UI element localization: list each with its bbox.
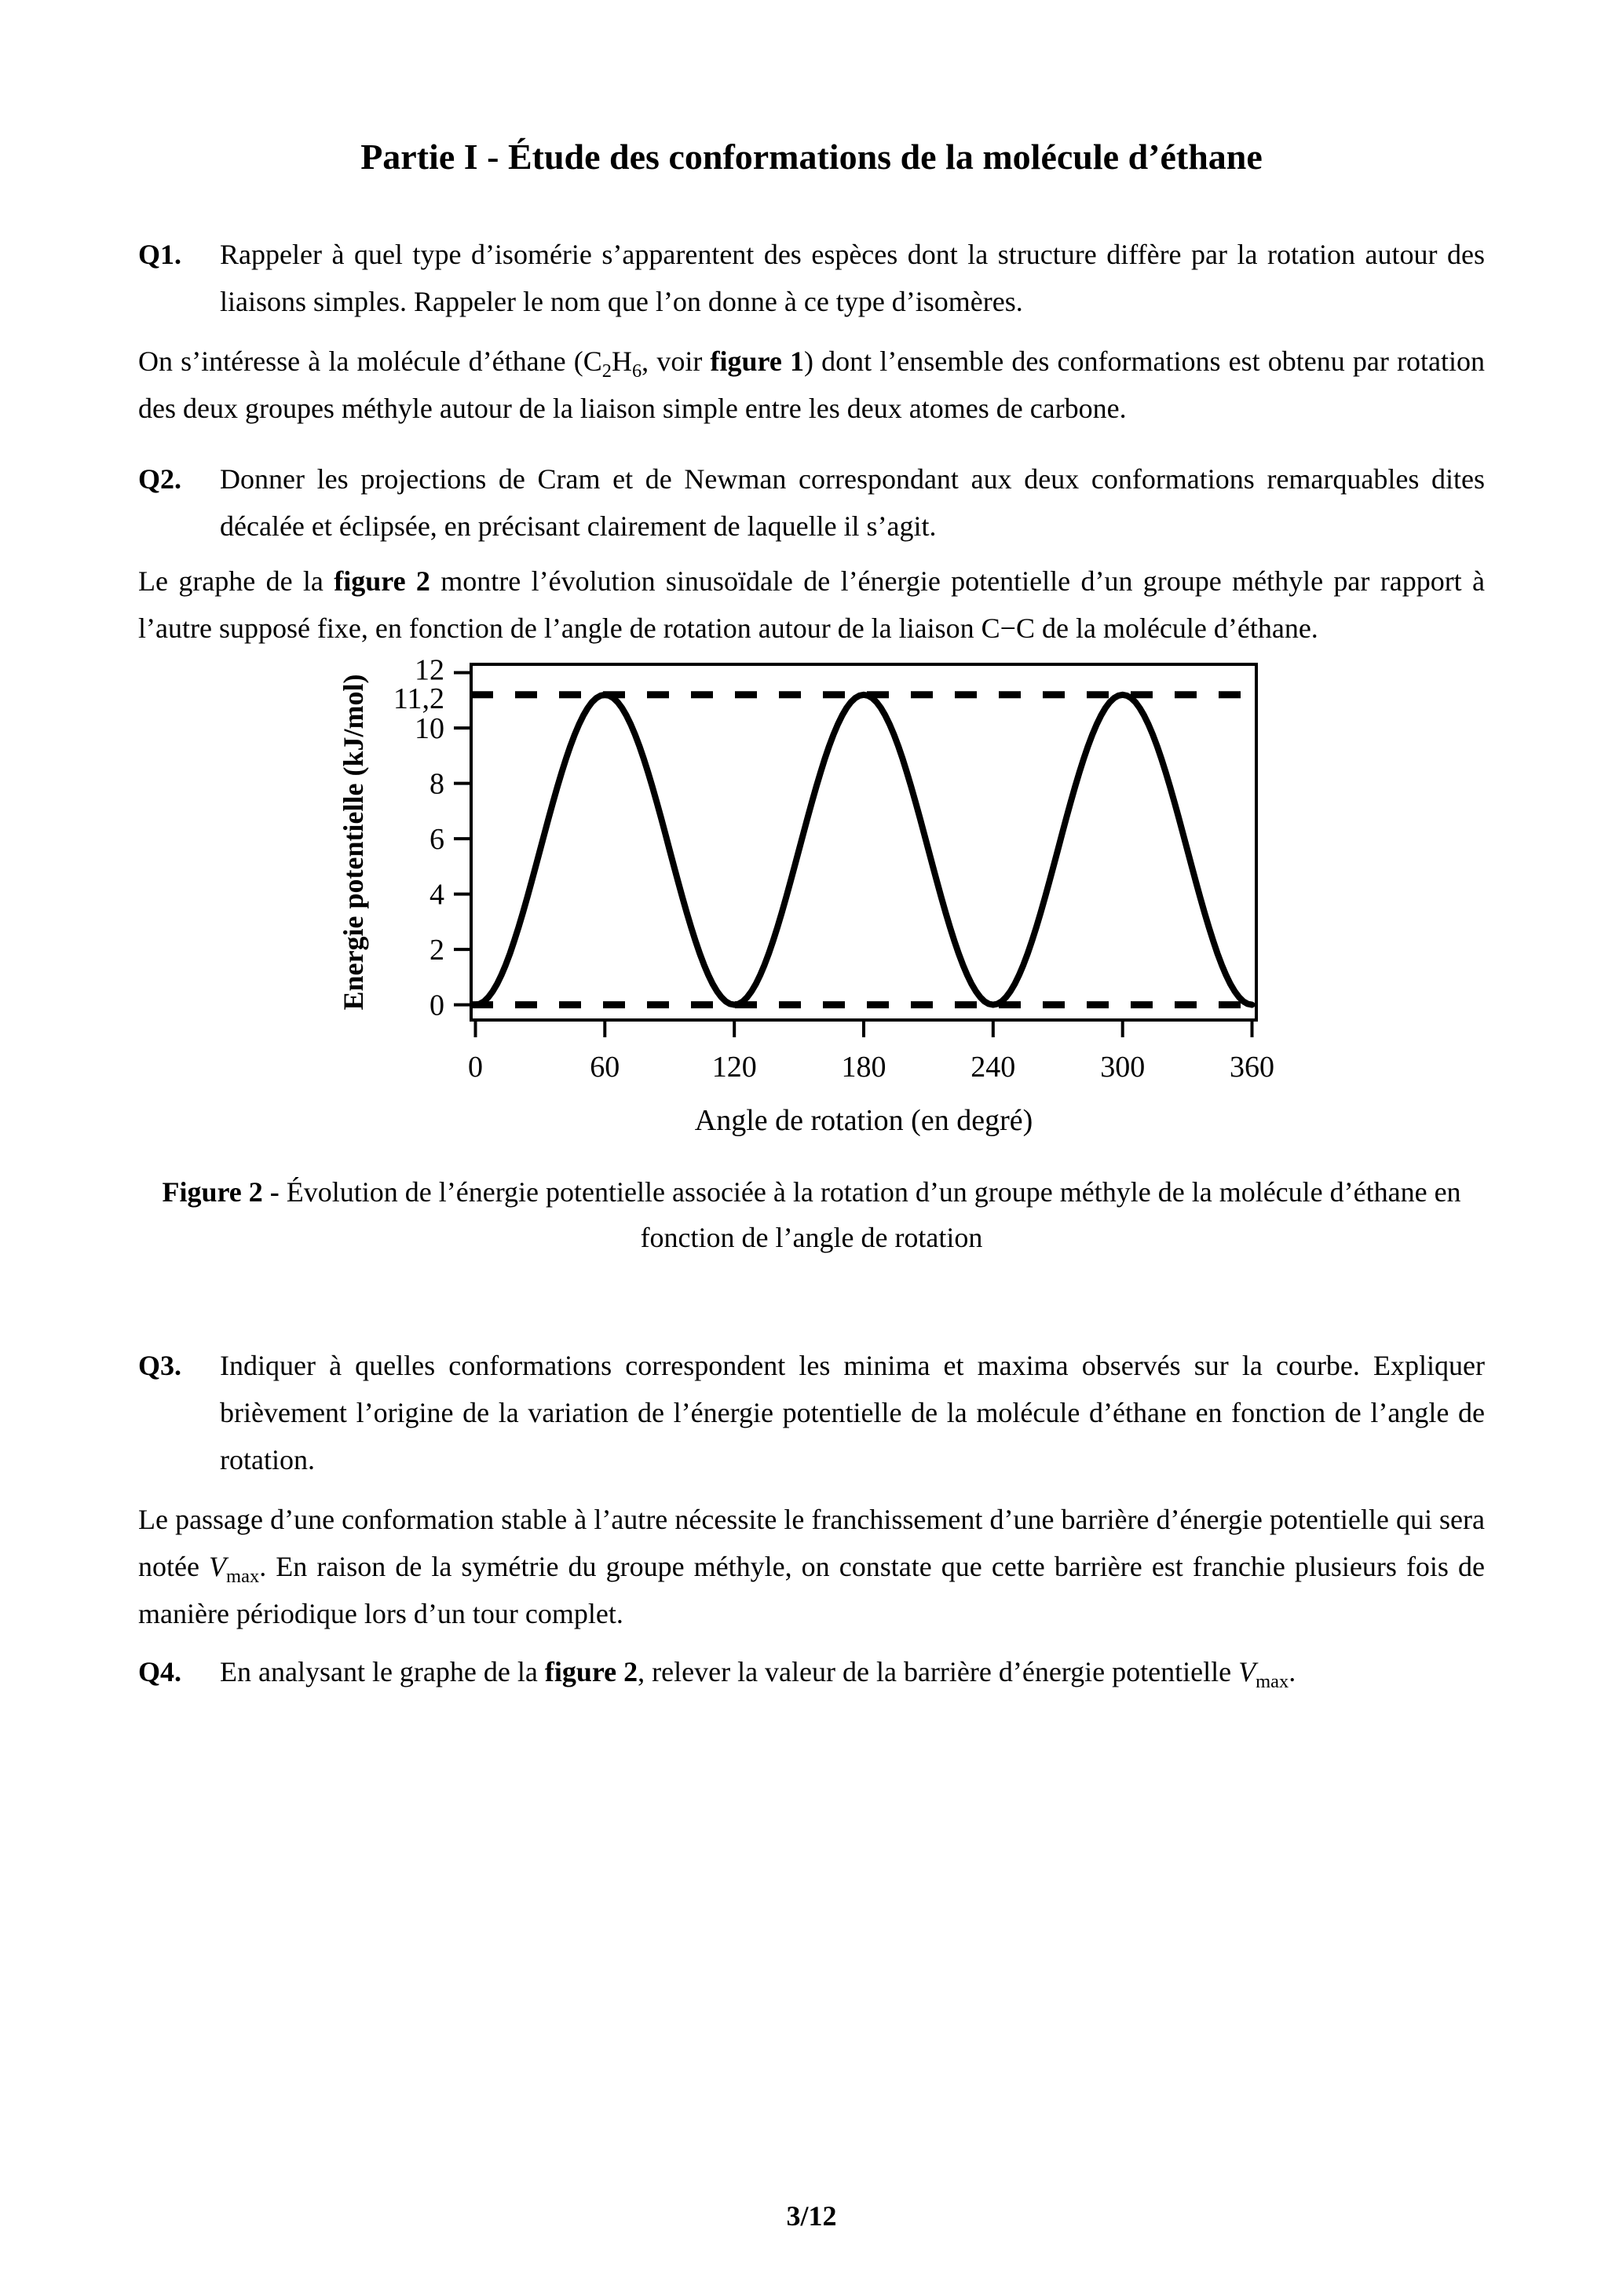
y-tick-label: 4 [430, 878, 444, 912]
question-q4 [138, 1648, 1485, 1695]
barrier-paragraph [138, 1496, 1485, 1637]
figure2-chart [334, 655, 1316, 1146]
text-run: figure 2 [334, 565, 430, 597]
x-tick-label: 300 [1100, 1051, 1146, 1084]
x-tick-label: 120 [711, 1051, 757, 1084]
text-run: ) dont l’ensemble des conformations est obtenu par rotation des deux groupes méthyle autour de la liaison simple entre les deux atomes de carbone. [138, 345, 1485, 424]
page-title: Partie I - Étude des conformations de la molécule d’éthane [360, 137, 1263, 177]
text-run: . [1289, 1656, 1296, 1687]
text-run: figure 2 [544, 1656, 638, 1687]
question-q2 [138, 455, 1485, 550]
plot-border [471, 664, 1256, 1020]
y-tick-label: 10 [415, 712, 444, 746]
text-run: Le passage d’une conformation stable à l’autre nécessite le franchissement d’une barrière d’énergie potentielle qui sera notée [138, 1504, 1485, 1582]
text-run: V [209, 1551, 227, 1582]
y-tick-label: 2 [430, 934, 444, 967]
question-q3-text: Indiquer à quelles conformations correspondent les minima et maxima observés sur la courbe. Expliquer brièvement l’origine de la variation de l’énergie potentielle de la molécule d’éthane en fonction de l’angle de rotation. [220, 1350, 1485, 1475]
page-number: 3/12 [786, 2200, 837, 2232]
question-q1 [138, 231, 1485, 325]
question-q3-label: Q3. [138, 1350, 182, 1381]
figure2 [138, 655, 1485, 1260]
question-q4-text [220, 1656, 1296, 1693]
text-run: V [1238, 1656, 1256, 1687]
y-tick-label: 6 [430, 823, 444, 857]
text-run: En analysant le graphe de la [220, 1656, 545, 1687]
y-tick-label: 8 [430, 767, 444, 801]
y-tick-label-vmax: 11,2 [393, 682, 444, 715]
figure2-intro-paragraph [138, 558, 1485, 652]
x-tick-label: 60 [590, 1051, 620, 1084]
text-run: max [1256, 1671, 1289, 1693]
question-q1-label: Q1. [138, 239, 182, 270]
text-run: Le graphe de la [138, 565, 334, 597]
text-run: 6 [631, 360, 642, 382]
energy-curve [476, 695, 1252, 1005]
text-run: max [226, 1566, 260, 1588]
x-tick-label: 360 [1230, 1051, 1274, 1084]
text-run: , voir [642, 345, 711, 377]
x-tick-label: 180 [841, 1051, 886, 1084]
y-tick-label: 12 [415, 655, 444, 687]
question-q1-text: Rappeler à quel type d’isomérie s’apparentent des espèces dont la structure diffère par la rotation autour des liaisons simples. Rappeler le nom que l’on donne à ce type d’isomères. [220, 239, 1485, 317]
text-run: On s’intéresse à la molécule d’éthane (C [138, 345, 602, 377]
text-run: . En raison de la symétrie du groupe méthyle, on constate que cette barrière est franchie plusieurs fois de manière périodique lors d’un tour complet. [138, 1551, 1485, 1629]
text-run: H [611, 345, 632, 377]
y-axis-label: Energie potentielle (kJ/mol) [338, 674, 369, 1011]
text-run: , relever la valeur de la barrière d’énergie potentielle [638, 1656, 1239, 1687]
y-tick-label: 0 [430, 989, 444, 1022]
text-run: Figure 2 - [162, 1176, 287, 1208]
x-tick-label: 0 [468, 1051, 483, 1084]
x-tick-label: 240 [971, 1051, 1016, 1084]
x-axis-label: Angle de rotation (en degré) [694, 1104, 1033, 1137]
intro-paragraph [138, 338, 1485, 432]
question-q4-label: Q4. [138, 1656, 182, 1687]
text-run: Évolution de l’énergie potentielle associée à la rotation d’un groupe méthyle de la molécule d’éthane en fonction de l’angle de rotation [286, 1176, 1461, 1253]
text-run: montre l’évolution sinusoïdale de l’énergie potentielle d’un groupe méthyle par rapport à l’autre supposé fixe, en fonction de l’angle de rotation autour de la liaison C−C de la molécule d’éthane. [138, 565, 1486, 644]
question-q3 [138, 1342, 1485, 1483]
question-q2-text: Donner les projections de Cram et de Newman correspondant aux deux conformations remarquables dites décalée et éclipsée, en précisant clairement de laquelle il s’agit. [220, 463, 1485, 542]
figure2-caption [138, 1169, 1485, 1260]
question-q2-label: Q2. [138, 463, 182, 495]
text-run: figure 1 [710, 345, 804, 377]
text-run: 2 [601, 360, 612, 382]
